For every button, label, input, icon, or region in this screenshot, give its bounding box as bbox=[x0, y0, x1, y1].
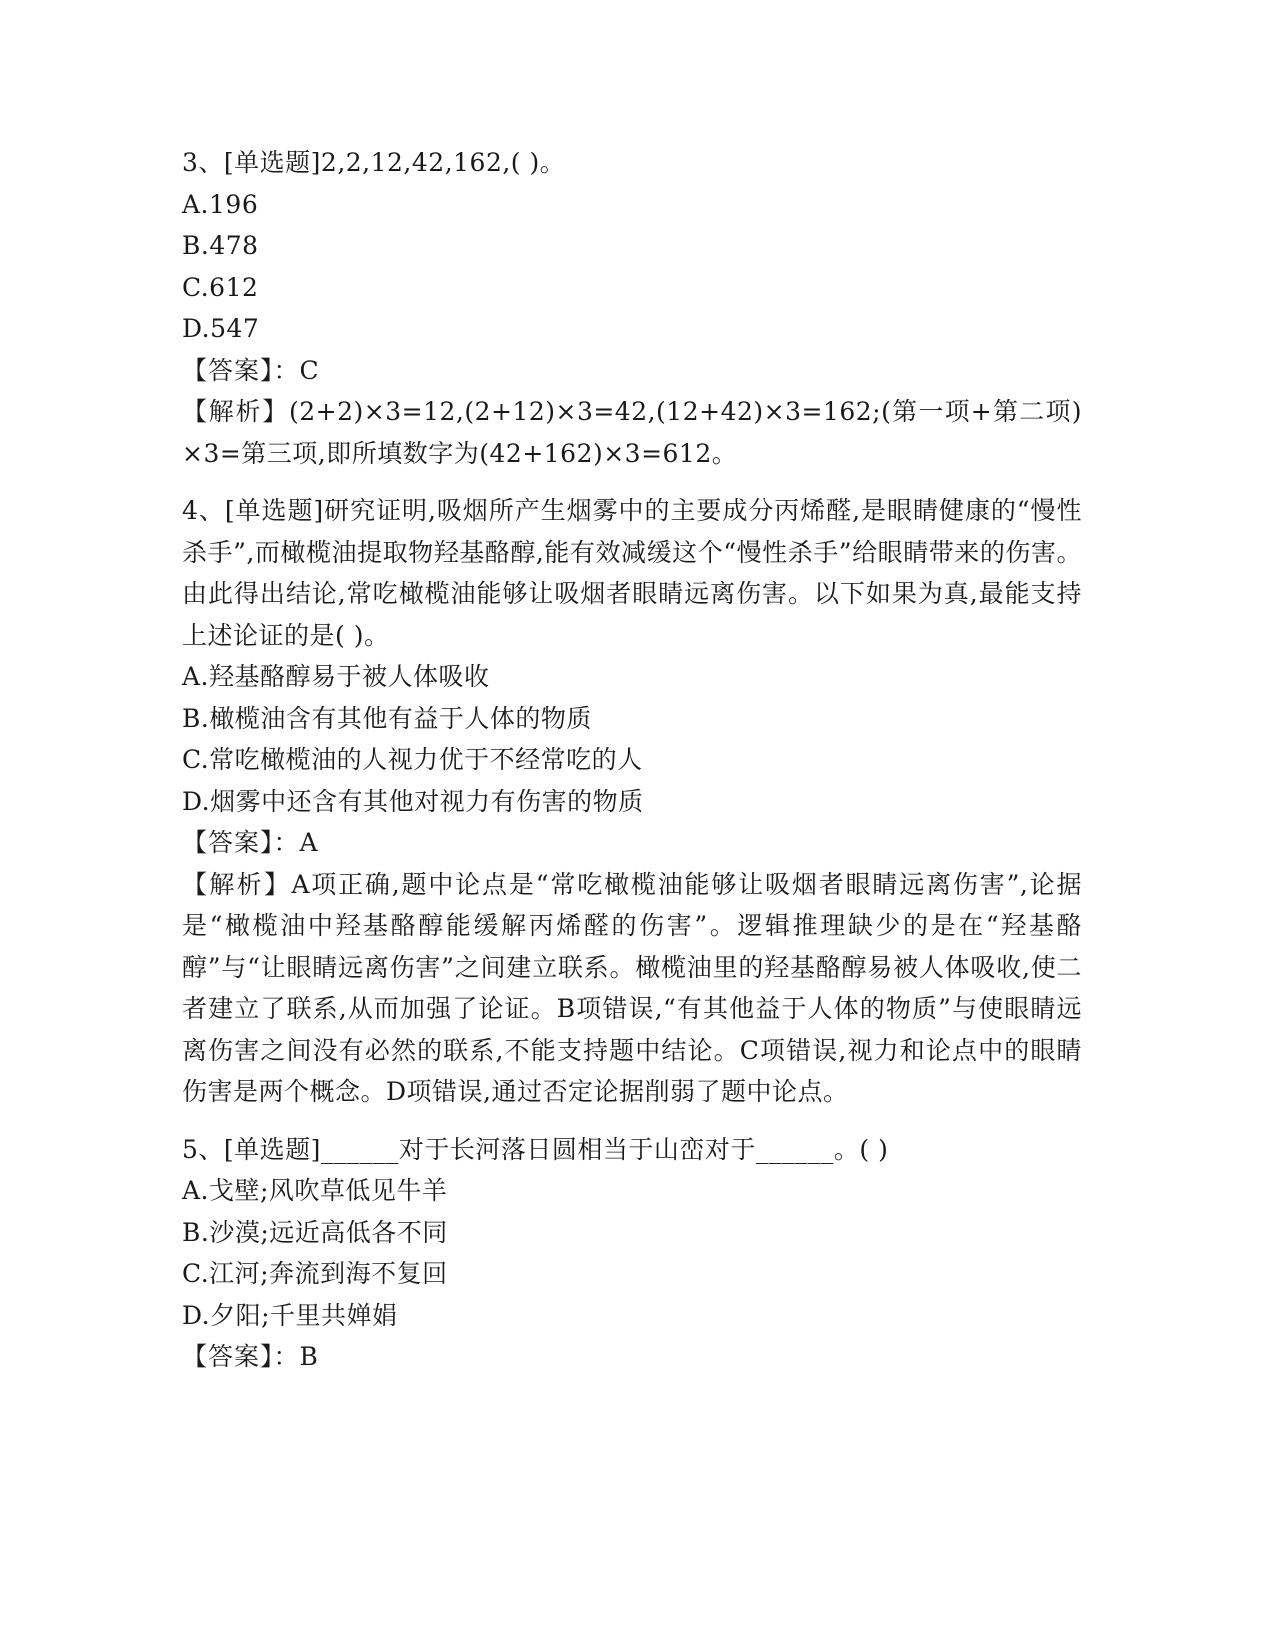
analysis-text: (2+2)×3=12,(2+12)×3=42,(12+42)×3=162;(第一项+第二项)×3=第三项,即所填数字为(42+162)×3=612。 bbox=[182, 397, 1082, 468]
question-stem: 4、[单选题]研究证明,吸烟所产生烟雾中的主要成分丙烯醛,是眼睛健康的“慢性杀手”,而橄榄油提取物羟基酪醇,能有效减缓这个“慢性杀手”给眼睛带来的伤害。由此得出结论,常吃橄榄油能够让吸烟者眼睛远离伤害。以下如果为真,最能支持上述论证的是( )。 bbox=[182, 496, 1082, 650]
option-d: D.烟雾中还含有其他对视力有伤害的物质 bbox=[182, 786, 644, 816]
option-c: C.612 bbox=[182, 272, 259, 302]
option-b: B.沙漠;远近高低各不同 bbox=[182, 1217, 448, 1247]
answer-label: 【答案】： bbox=[182, 1342, 300, 1371]
answer-line bbox=[182, 822, 1082, 864]
answer-value: C bbox=[299, 355, 320, 385]
analysis-label: 【解析】 bbox=[182, 397, 289, 426]
option-a: A.戈壁;风吹草低见牛羊 bbox=[182, 1176, 448, 1205]
question-5 bbox=[182, 1129, 1082, 1378]
option-a: A.196 bbox=[182, 189, 259, 219]
option-d: D.夕阳;千里共婵娟 bbox=[182, 1300, 398, 1330]
question-stem: 5、[单选题]______对于长河落日圆相当于山峦对于______。( ) bbox=[182, 1134, 889, 1164]
answer-value: B bbox=[299, 1342, 319, 1371]
option-a: A.羟基酪醇易于被人体吸收 bbox=[182, 662, 490, 691]
answer-line bbox=[182, 1336, 1082, 1378]
option-b: B.橄榄油含有其他有益于人体的物质 bbox=[182, 703, 592, 733]
question-4 bbox=[182, 490, 1082, 1113]
analysis-text: A项正确,题中论点是“常吃橄榄油能够让吸烟者眼睛远离伤害”,论据是“橄榄油中羟基酪醇能缓解丙烯醛的伤害”。逻辑推理缺少的是在“羟基酪醇”与“让眼睛远离伤害”之间建立联系。橄榄油里的羟基酪醇易被人体吸收,使二者建立了联系,从而加强了论证。B项错误,“有其他益于人体的物质”与使眼睛远离伤害之间没有必然的联系,不能支持题中结论。C项错误,视力和论点中的眼睛伤害是两个概念。D项错误,通过否定论据削弱了题中论点。 bbox=[182, 869, 1082, 1106]
answer-line bbox=[182, 350, 1082, 392]
option-c: C.江河;奔流到海不复回 bbox=[182, 1259, 448, 1288]
answer-label: 【答案】： bbox=[182, 355, 300, 385]
analysis-paragraph bbox=[182, 864, 1082, 1113]
option-c: C.常吃橄榄油的人视力优于不经常吃的人 bbox=[182, 745, 643, 774]
document-page bbox=[182, 142, 1082, 1378]
answer-value: A bbox=[299, 828, 319, 857]
answer-label: 【答案】： bbox=[182, 828, 300, 857]
analysis-paragraph bbox=[182, 391, 1082, 474]
option-b: B.478 bbox=[182, 231, 259, 260]
analysis-label: 【解析】 bbox=[182, 869, 292, 899]
question-stem: 3、[单选题]2,2,12,42,162,( )。 bbox=[182, 148, 566, 177]
question-3 bbox=[182, 142, 1082, 474]
option-d: D.547 bbox=[182, 314, 260, 343]
